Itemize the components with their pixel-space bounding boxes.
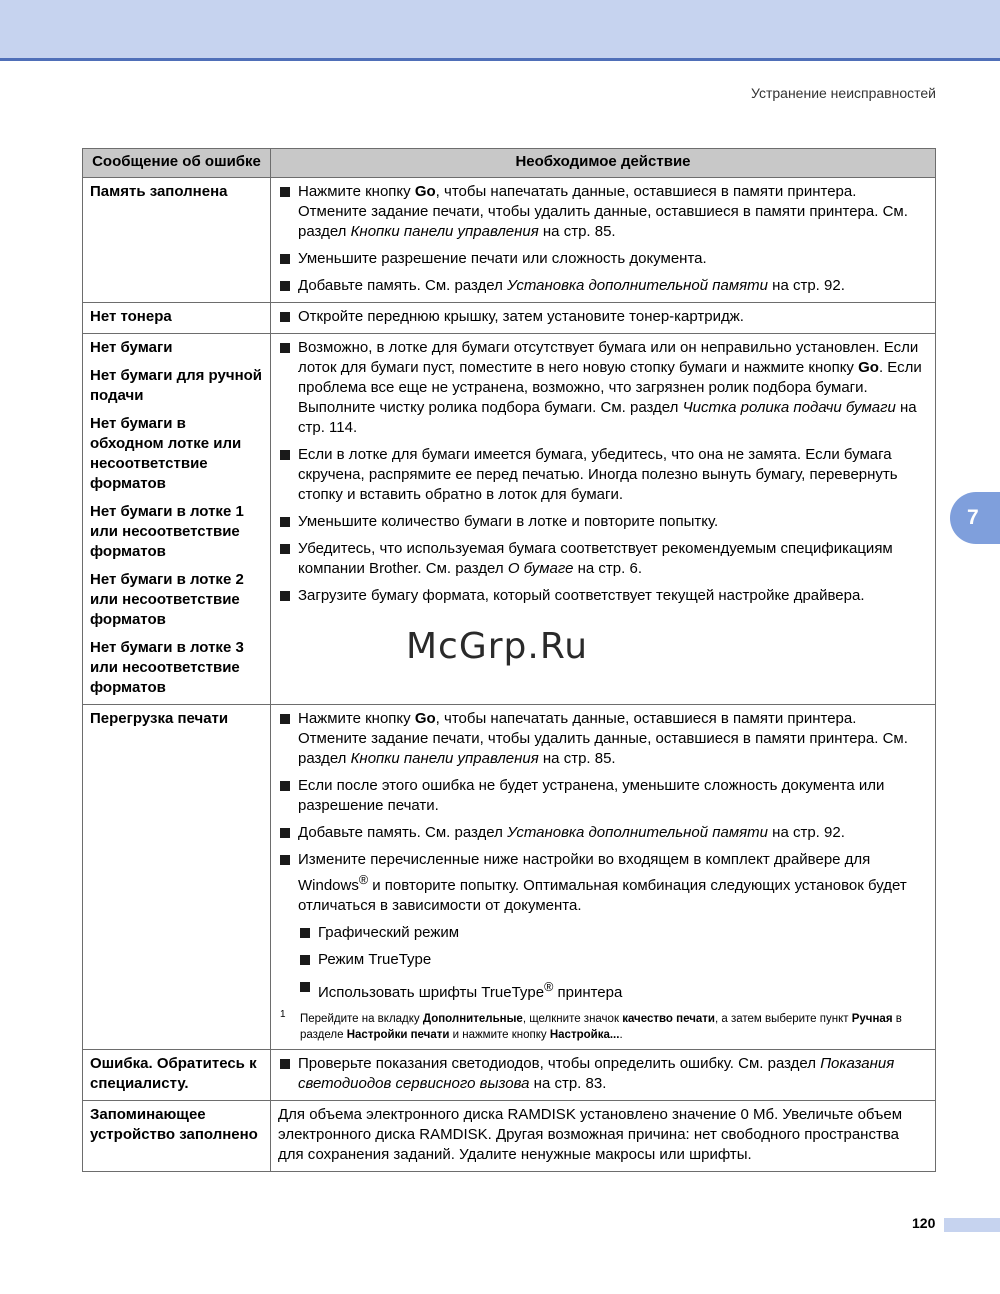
action-text: Графический режим — [318, 924, 460, 941]
action-text: Загрузите бумагу формата, который соответствует текущей настройке драйвера. — [298, 587, 865, 604]
action-text: . Если проблема все еще не устранена, возможно, что загрязнен ролик подбора бумаги. Выполните чистку ролика подбора бумаги. См. раздел — [298, 359, 922, 416]
footnote-bold-term: Дополнительные — [422, 1013, 523, 1025]
section-reference: О бумаге — [507, 560, 574, 577]
error-message: Нет бумаги в лотке 3 или несоответствие форматов — [90, 639, 244, 696]
action-list — [278, 182, 927, 296]
action-item — [278, 249, 927, 269]
action-item — [278, 539, 927, 579]
header-band — [0, 0, 1000, 58]
action-text: Уменьшите количество бумаги в лотке и повторите попытку. — [298, 513, 719, 530]
action-cell — [271, 334, 936, 705]
error-message: Нет тонера — [90, 308, 172, 325]
error-message: Нет бумаги в лотке 1 или несоответствие форматов — [90, 503, 244, 560]
watermark: McGrp.Ru — [406, 626, 589, 667]
action-text: принтера — [553, 984, 623, 1001]
action-item — [278, 307, 927, 327]
action-text: Использовать шрифты TrueType — [318, 984, 545, 1001]
action-item — [278, 1054, 927, 1094]
footnote-text: Перейдите на вкладку — [300, 1013, 423, 1025]
footnote-mark: 1 — [280, 1009, 286, 1020]
error-message: Нет бумаги для ручной подачи — [90, 367, 263, 404]
bold-term: Go — [414, 183, 436, 200]
table-row — [83, 705, 936, 1050]
action-item — [298, 950, 927, 970]
error-message: Нет бумаги в обходном лотке или несоответствие форматов — [90, 415, 242, 492]
page-number-bar — [944, 1218, 1000, 1232]
bold-term: Go — [858, 359, 879, 376]
action-item — [278, 338, 927, 438]
action-text: на стр. 114. — [298, 399, 917, 436]
action-text: на стр. 92. — [768, 277, 845, 294]
action-text: Добавьте память. См. раздел — [298, 824, 508, 841]
footnote-bold-term: Настройки печати — [346, 1029, 450, 1041]
action-item — [278, 445, 927, 505]
footnote-bold-term: Ручная — [851, 1013, 893, 1025]
error-cell — [83, 303, 271, 334]
action-item — [298, 977, 927, 1003]
action-text: на стр. 85. — [538, 223, 616, 240]
section-reference: Кнопки панели управления — [350, 223, 539, 240]
action-text: и повторите попытку. Оптимальная комбинация следующих установок будет отличаться в зависимости от документа. — [298, 877, 907, 914]
action-text: Если после этого ошибка не будет устранена, уменьшите сложность документа или разрешение печати. — [298, 777, 885, 814]
bold-term: Go — [414, 710, 436, 727]
action-text: Откройте переднюю крышку, затем установите тонер-картридж. — [298, 308, 744, 325]
action-text: Если в лотке для бумаги имеется бумага, убедитесь, что она не замята. Если бумага скручена, распрямите ее перед печатью. Иногда полезно вынуть бумагу, перевернуть стопку и вставить обратно в лоток для бумаги. — [298, 446, 898, 503]
action-text: Проверьте показания светодиодов, чтобы определить ошибку. См. раздел — [298, 1055, 821, 1072]
action-text: Для объема электронного диска RAMDISK установлено значение 0 Мб. Увеличьте объем электронного диска RAMDISK. Другая возможная причина: нет свободного пространства для сохранения заданий. Удалите ненужные макросы или шрифты. — [278, 1106, 903, 1163]
table-header-row — [83, 149, 936, 178]
action-item — [278, 709, 927, 769]
table-row — [83, 1101, 936, 1172]
action-text: на стр. 92. — [768, 824, 845, 841]
action-list — [278, 1054, 927, 1094]
action-list — [278, 338, 927, 606]
error-message: Нет бумаги — [90, 339, 173, 356]
error-cell — [83, 178, 271, 303]
action-text: , чтобы напечатать данные, оставшиеся в памяти принтера. Отмените задание печати, чтобы удалить данные, оставшиеся в памяти принтера. См. раздел — [298, 183, 908, 240]
action-item — [278, 182, 927, 242]
action-text: Убедитесь, что используемая бумага соответствует рекомендуемым спецификациям компании Brother. См. раздел — [298, 540, 893, 577]
column-header-error: Сообщение об ошибке — [83, 149, 271, 178]
registered-mark: ® — [358, 873, 369, 887]
section-reference: Кнопки панели управления — [350, 750, 539, 767]
section-reference: Установка дополнительной памяти — [507, 824, 768, 841]
action-list — [278, 307, 927, 327]
action-item — [278, 823, 927, 843]
error-cell — [83, 1101, 271, 1172]
action-item — [278, 850, 927, 916]
footnote-bold-term: качество печати — [622, 1013, 715, 1025]
footnote-text: и нажмите кнопку — [449, 1029, 550, 1041]
action-cell — [271, 1050, 936, 1101]
action-item — [278, 586, 927, 606]
table-row — [83, 178, 936, 303]
action-cell — [271, 303, 936, 334]
action-text: на стр. 6. — [573, 560, 642, 577]
action-text: , чтобы напечатать данные, оставшиеся в памяти принтера. Отмените задание печати, чтобы удалить данные, оставшиеся в памяти принтера. См. раздел — [298, 710, 908, 767]
action-item — [278, 776, 927, 816]
action-text: Измените перечисленные ниже настройки во входящем в комплект драйвере для Windows — [298, 851, 871, 894]
error-cell — [83, 334, 271, 705]
action-list — [278, 709, 927, 1003]
error-message: Память заполнена — [90, 183, 228, 200]
action-text: Возможно, в лотке для бумаги отсутствует бумага или он неправильно установлен. Если лоток для бумаги пуст, поместите в него новую стопку бумаги и нажмите кнопку — [298, 339, 919, 376]
table-row — [83, 303, 936, 334]
footnote-text: , а затем выберите пункт — [714, 1013, 852, 1025]
action-item — [298, 923, 927, 943]
action-text: на стр. 85. — [538, 750, 616, 767]
action-text: Нажмите кнопку — [298, 710, 415, 727]
action-text: Уменьшите разрешение печати или сложность документа. — [298, 250, 707, 267]
action-text: Добавьте память. См. раздел — [298, 277, 508, 294]
action-text: Режим TrueType — [318, 951, 432, 968]
section-reference: Установка дополнительной памяти — [507, 277, 768, 294]
chapter-tab: 7 — [950, 492, 1000, 544]
footnote — [278, 1011, 927, 1043]
footnote-text: . — [619, 1029, 623, 1041]
section-reference: Чистка ролика подачи бумаги — [682, 399, 896, 416]
action-text: Нажмите кнопку — [298, 183, 415, 200]
section-reference: Показания светодиодов сервисного вызова — [298, 1055, 895, 1092]
error-message: Ошибка. Обратитесь к специалисту. — [90, 1055, 257, 1092]
action-cell — [271, 1101, 936, 1172]
footnote-text: в разделе — [300, 1013, 902, 1041]
error-message: Нет бумаги в лотке 2 или несоответствие форматов — [90, 571, 244, 628]
column-header-action: Необходимое действие — [271, 149, 936, 178]
header-rule — [0, 58, 1000, 61]
action-item — [278, 276, 927, 296]
action-cell — [271, 705, 936, 1050]
action-item — [278, 512, 927, 532]
error-message: Запоминающее устройство заполнено — [90, 1106, 258, 1143]
action-text: на стр. 83. — [529, 1075, 607, 1092]
error-cell — [83, 1050, 271, 1101]
footnote-bold-term: Настройка... — [549, 1029, 620, 1041]
error-cell — [83, 705, 271, 1050]
table-row — [83, 1050, 936, 1101]
registered-mark: ® — [544, 980, 554, 994]
page-number: 120 — [912, 1215, 936, 1231]
action-cell — [271, 178, 936, 303]
section-title: Устранение неисправностей — [751, 85, 936, 101]
error-message: Перегрузка печати — [90, 710, 229, 727]
footnote-text: , щелкните значок — [522, 1013, 623, 1025]
